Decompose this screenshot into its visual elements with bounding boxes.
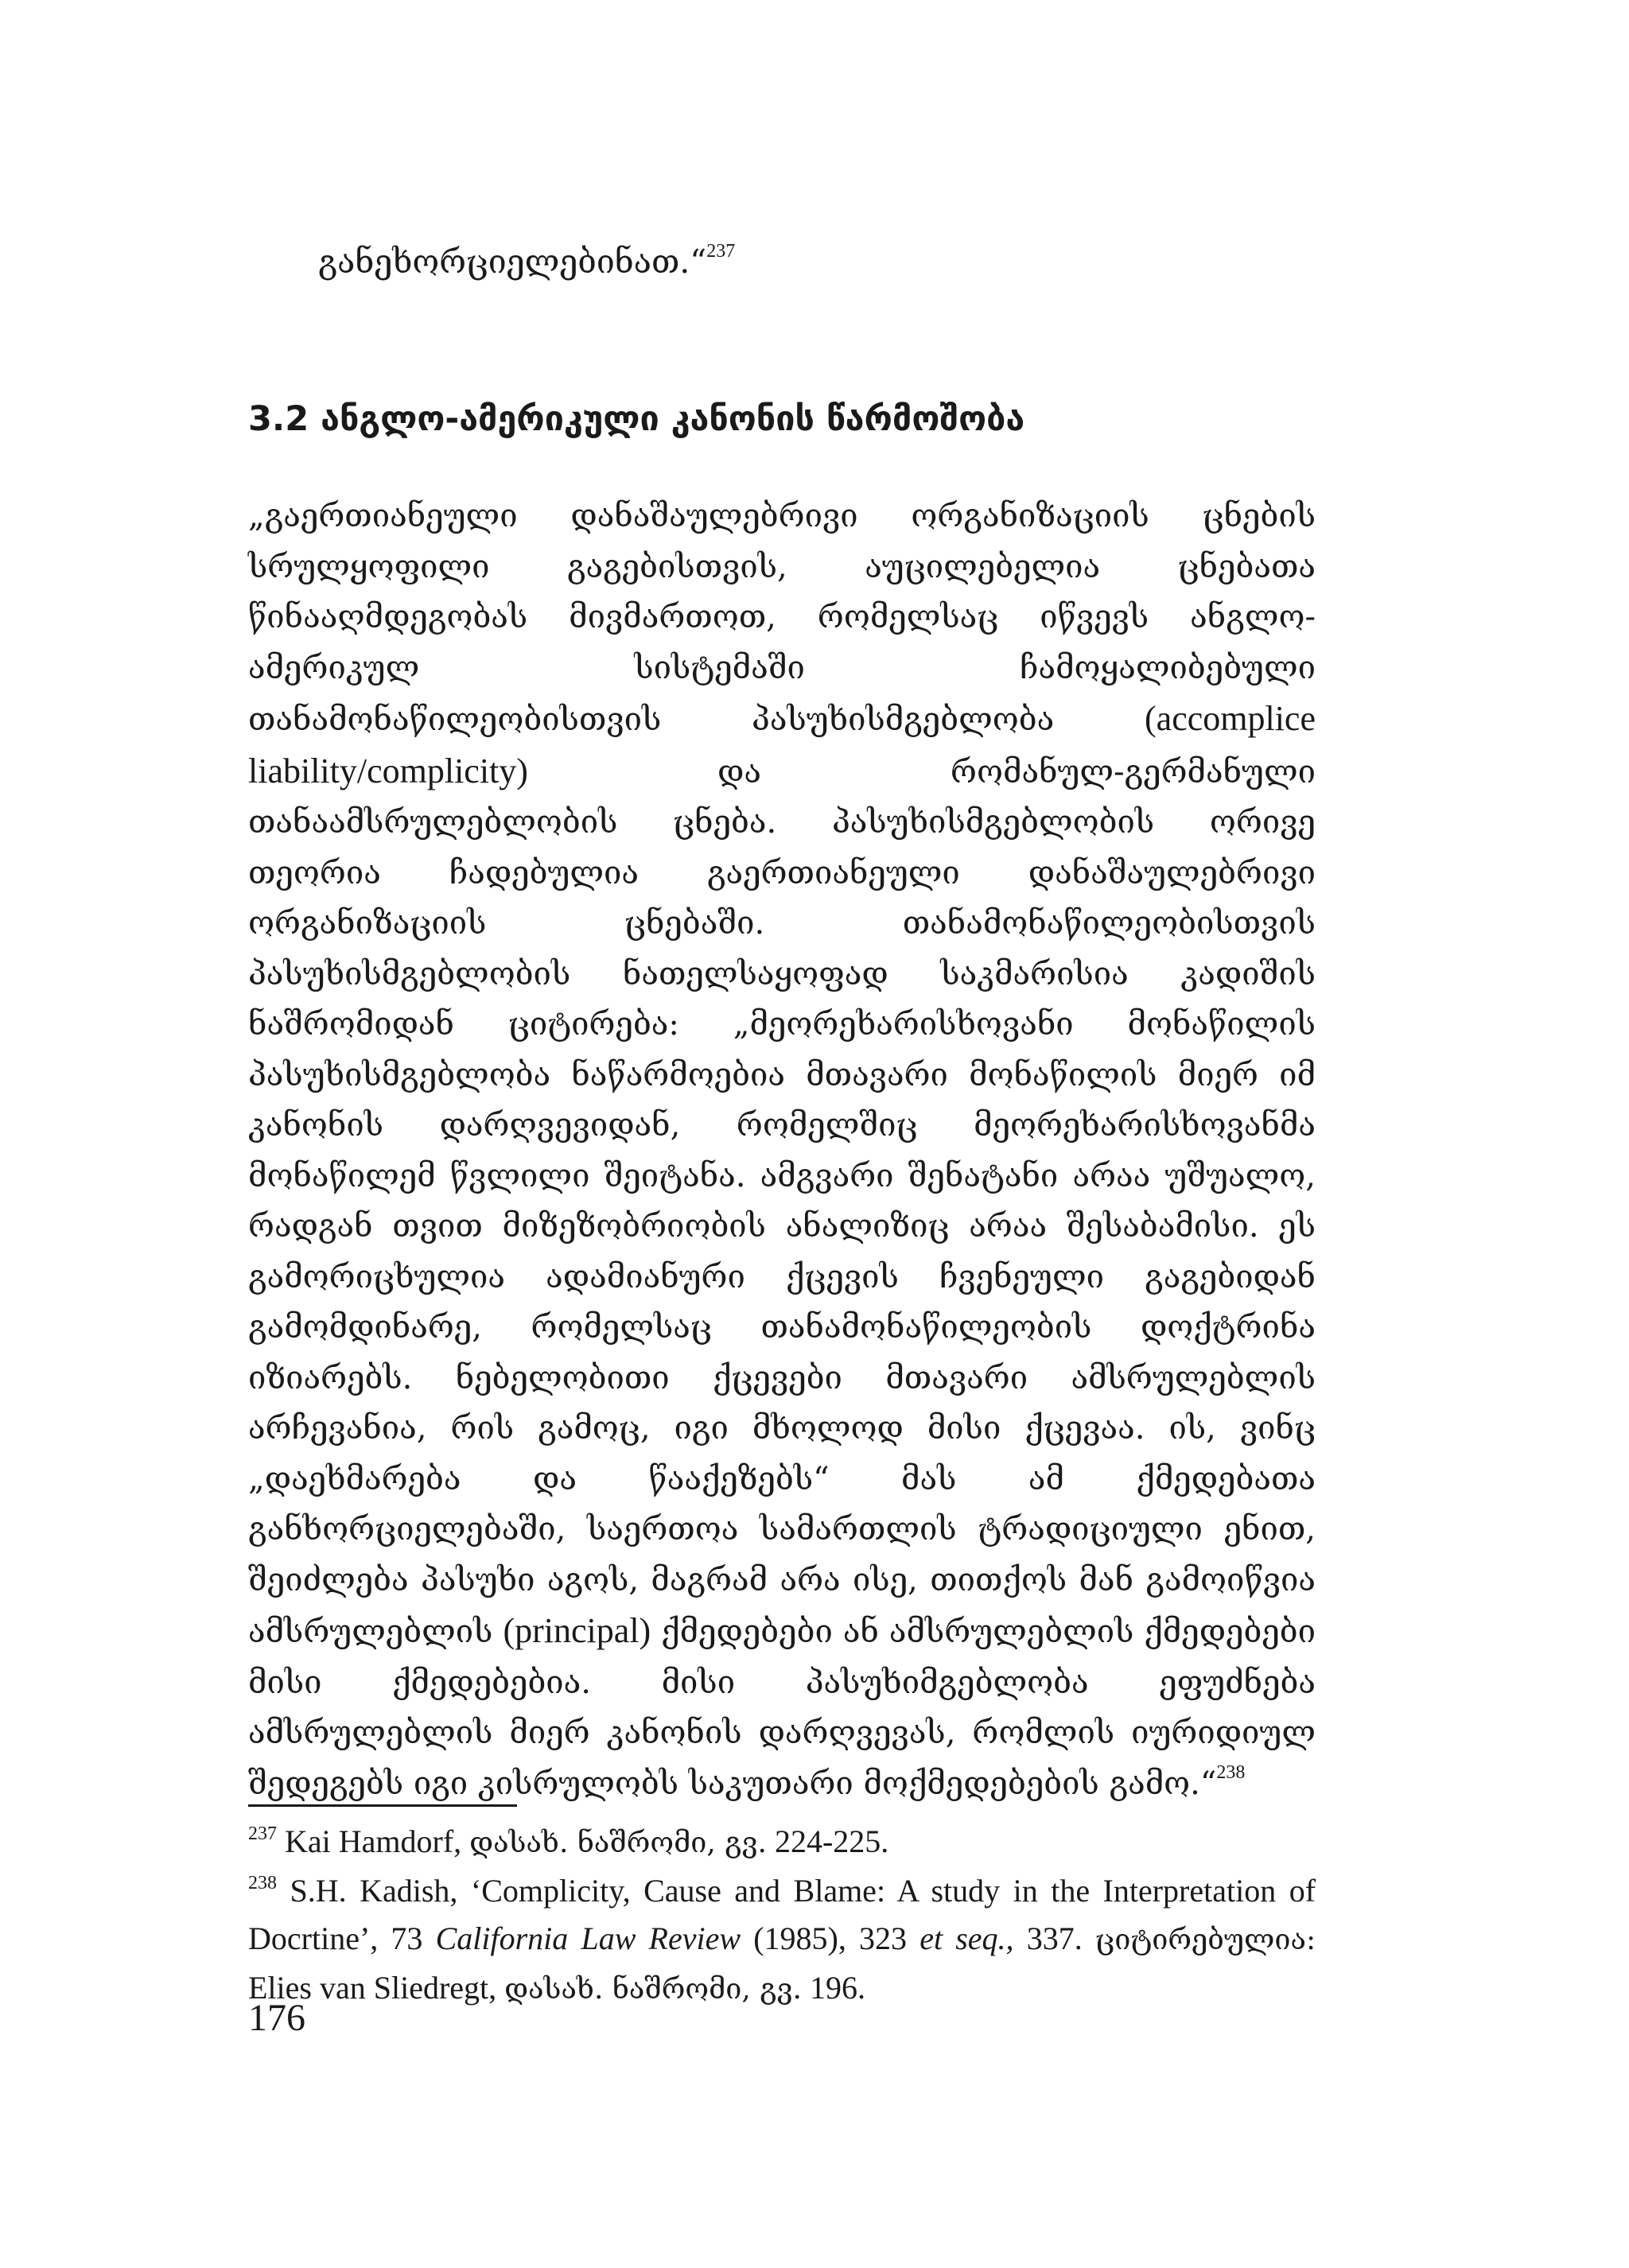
footnote-237 — [248, 1818, 1316, 1867]
body-paragraph — [248, 491, 1316, 1809]
section-heading: 3.2 ანგლო-ამერიკული კანონის წარმოშობა — [248, 399, 1025, 439]
continuation-line — [318, 243, 735, 281]
footnote-238 — [248, 1867, 1316, 2014]
footnote-ref-237[interactable]: 237 — [706, 241, 736, 262]
footnote-ref-238[interactable]: 238 — [1216, 1761, 1246, 1783]
footnote-journal: California Law Review — [435, 1920, 741, 1956]
footnote-number: 237 — [248, 1823, 277, 1844]
footnote-pages: 224-225. — [774, 1823, 889, 1859]
body-text-part3: ქმედებები ან ამსრულებლის ქმედებები მისი ქმედებებია. მისი პასუხიმგებლობა ეფუძნება ამსრულებლის მიერ კანონის დარღვევას, რომლის იურიდიულ შედეგებს იგი კისრულობს საკუთარი მოქმედებების გამო.“ — [248, 1614, 1316, 1802]
footnote-author: Kai Hamdorf, — [285, 1823, 462, 1859]
continuation-text: განეხორციელებინათ.“ — [318, 243, 707, 281]
body-text-part2: და რომანულ-გერმანული თანაამსრულებლობის ცნება. პასუხისმგებლობის ორივე თეორია ჩადებულია გაერთიანეული დანაშაულებრივი ორგანიზაციის ცნებაში. თანამონაწილეობისთვის პასუხისმგებლობის ნათელსაყოფად საკმარისია კადიშის ნაშრომიდან ციტირება: „მეორეხარისხოვანი მონაწილის პასუხისმგებლობა ნაწარმოებია მთავარი მონაწილის მიერ იმ კანონის დარღვევიდან, რომელშიც მეორეხარისხოვანმა მონაწილემ წვლილი შეიტანა. ამგვარი შენატანი არაა უშუალო, რადგან თვით მიზეზობრიობის ანალიზიც არაა შესაბამისი. ეს გამორიცხულია ადამიანური ქცევის ჩვენეული გაგებიდან გამომდინარე, რომელსაც თანამონაწილეობის დოქტრინა იზიარებს. ნებელობითი ქცევები მთავარი ამსრულებლის არჩევანია, რის გამოც, იგი მხოლოდ მისი ქცევაა. ის, ვინც „დაეხმარება და წააქეზებს“ მას ამ ქმედებათა განხორციელებაში, საერთოა სამართლის ტრადიციული ენით, შეიძლება პასუხი აგოს, მაგრამ არა ისე, თითქოს მან გამოიწვია ამსრულებლის — [248, 753, 1316, 1650]
footnote-separator — [248, 1804, 517, 1807]
body-latin-term-2: (principal) — [503, 1611, 651, 1650]
page-number: 176 — [248, 1997, 305, 2039]
body-latin-term-1: (accomplice liability/complicity) — [248, 699, 1316, 790]
footnote-pages: 196. — [809, 1970, 865, 2006]
body-text-part1: „გაერთიანეული დანაშაულებრივი ორგანიზაციის ცნების სრულყოფილი გაგებისთვის, აუცილებელია ცნებათა წინააღმდეგობას მივმართოთ, რომელსაც იწვევს ანგლო-ამერიკულ სისტემაში ჩამოყალიბებული თანამონაწილეობისთვის პასუხისმგებლობა — [248, 498, 1316, 738]
footnote-page: 337. — [1026, 1920, 1083, 1956]
footnote-geo-text: დასახ. ნაშრომი, გვ. — [504, 1973, 802, 2006]
footnote-geo-text: დასახ. ნაშრომი, გვ. — [469, 1827, 767, 1859]
footnote-citation: S.H. Kadish, ‘Complicity, Cause and Blame: A study in the Interpretation of Docrtine’, 73 — [248, 1873, 1316, 1956]
footnote-author: Elies van Sliedregt, — [248, 1970, 497, 2006]
footnote-year: (1985), 323 — [753, 1920, 908, 1956]
footnote-et-seq: et seq., — [919, 1920, 1014, 1956]
footnote-geo-cited: ციტირებულია: — [1094, 1924, 1316, 1956]
footnote-number: 238 — [248, 1873, 277, 1893]
footnotes — [248, 1818, 1316, 2014]
